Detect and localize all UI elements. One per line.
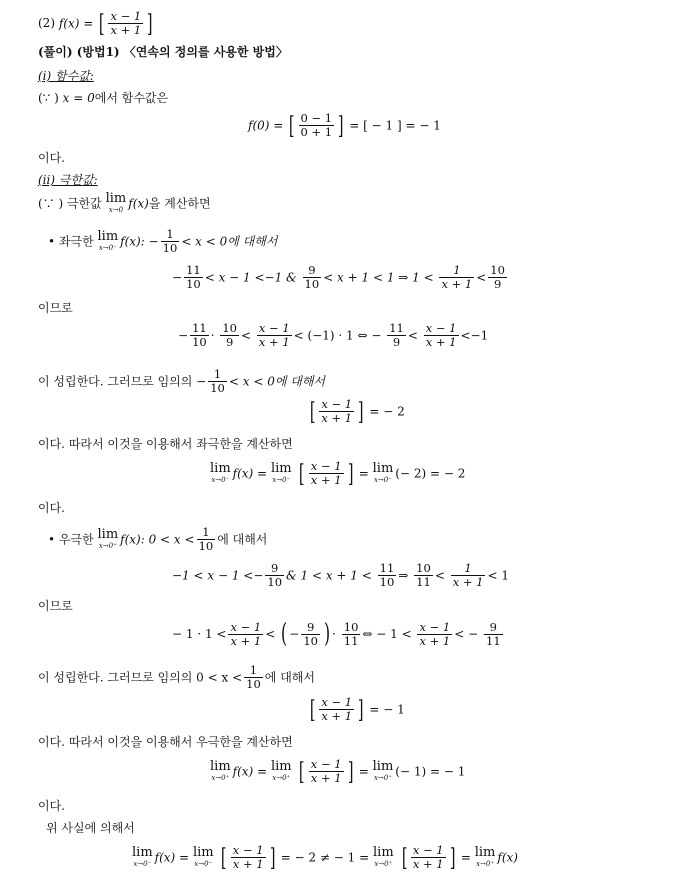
- right-limit-eq: lim x→0⁺ f(x) = lim x→0⁺ [ $\frac{x - 1}{x + 1}$ ] = lim x→0⁺ (− 1) = − 1: [210, 757, 466, 786]
- section-ii-intro: (∵ ) 극한값 lim x→0 f(x)을 계산하면: [38, 191, 211, 214]
- text-end: 이다.: [38, 151, 65, 165]
- right-product-ineq: − 1 · 1 < $\frac{x - 1}{x + 1}$ < ( − $\frac{9}{10}$ ) · $\frac{10}{11}$ ⇔ − 1 < $\frac{x - 1}{x + 1}$ < − $\frac{9}{11}$: [172, 619, 501, 649]
- left-inequality: − $\frac{11}{10}$ < x − 1 <−1 & $\frac{9}{10}$ < x + 1 < 1 ⇒ 1 < $\frac{1}{x + 1}$ < $\frac{10}{9}$: [172, 263, 505, 291]
- function-lhs: f(x) =: [58, 16, 94, 31]
- section-i-title: (i) 함수값:: [38, 69, 94, 83]
- section-ii-title: (ii) 극한값:: [38, 173, 98, 187]
- right-hold-text: 이 성립한다. 그러므로 임의의 0 < x < $\frac{1}{10}$ 에 대해서: [38, 663, 315, 691]
- text-end: 이다.: [38, 799, 65, 813]
- text-end: 이다.: [38, 501, 65, 515]
- left-floor-value: [ $\frac{x - 1}{x + 1}$ ] = − 2: [309, 397, 405, 426]
- final-intro: 위 사실에 의해서: [46, 821, 135, 835]
- text-imeuro: 이므로: [38, 301, 73, 315]
- problem-number: (2): [38, 16, 55, 30]
- right-limit-header: • 우극한 lim x→0⁺ f(x): 0 < x < $\frac{1}{10}$ 에 대해서: [48, 525, 268, 553]
- left-calc-text: 이다. 따라서 이것을 이용해서 좌극한을 계산하면: [38, 437, 293, 451]
- final-comparison: lim x→0⁻ f(x) = lim x→0⁻ [ $\frac{x - 1}{x + 1}$ ] = − 2 ≠ − 1 = lim x→0⁺ [ $\frac{x - 1}{x + 1}$ ] = lim x→0⁺ f(x): [132, 843, 518, 872]
- left-limit-header: • 좌극한 lim x→0⁻ f(x): − $\frac{1}{10}$ < x < 0에 대해서: [48, 227, 278, 255]
- problem-heading: (2) f(x) = [ $\frac{x - 1}{x + 1}$ ]: [38, 9, 153, 38]
- left-product-ineq: − $\frac{11}{10}$ · $\frac{10}{9}$ < $\frac{x - 1}{x + 1}$ < (−1) · 1 ⇔ − $\frac{11}{9}$ < $\frac{x - 1}{x + 1}$ <−1: [178, 321, 489, 349]
- function-value-eq: f(0) = [ $\frac{0 - 1}{0 + 1}$ ] = [ − 1 ] = − 1: [248, 111, 441, 140]
- solution-title: (풀이) (방법1) 〈연속의 정의를 사용한 방법〉: [38, 45, 288, 59]
- function-fraction: $\frac{x - 1}{x + 1}$: [110, 9, 142, 37]
- right-calc-text: 이다. 따라서 이것을 이용해서 우극한을 계산하면: [38, 735, 293, 749]
- left-hold-text: 이 성립한다. 그러므로 임의의 − $\frac{1}{10}$ < x < 0에 대해서: [38, 367, 326, 395]
- right-inequality: −1 < x − 1 <− $\frac{9}{10}$ & 1 < x + 1 < $\frac{11}{10}$ ⇒ $\frac{10}{11}$ < $\frac{1}{x + 1}$ < 1: [172, 561, 509, 589]
- text-imeuro: 이므로: [38, 599, 73, 613]
- right-floor-value: [ $\frac{x - 1}{x + 1}$ ] = − 1: [309, 695, 405, 724]
- section-i-intro: (∵ ) x = 0에서 함수값은: [38, 91, 169, 105]
- left-limit-eq: lim x→0⁻ f(x) = lim x→0⁻ [ $\frac{x - 1}{x + 1}$ ] = lim x→0⁻ (− 2) = − 2: [210, 459, 466, 488]
